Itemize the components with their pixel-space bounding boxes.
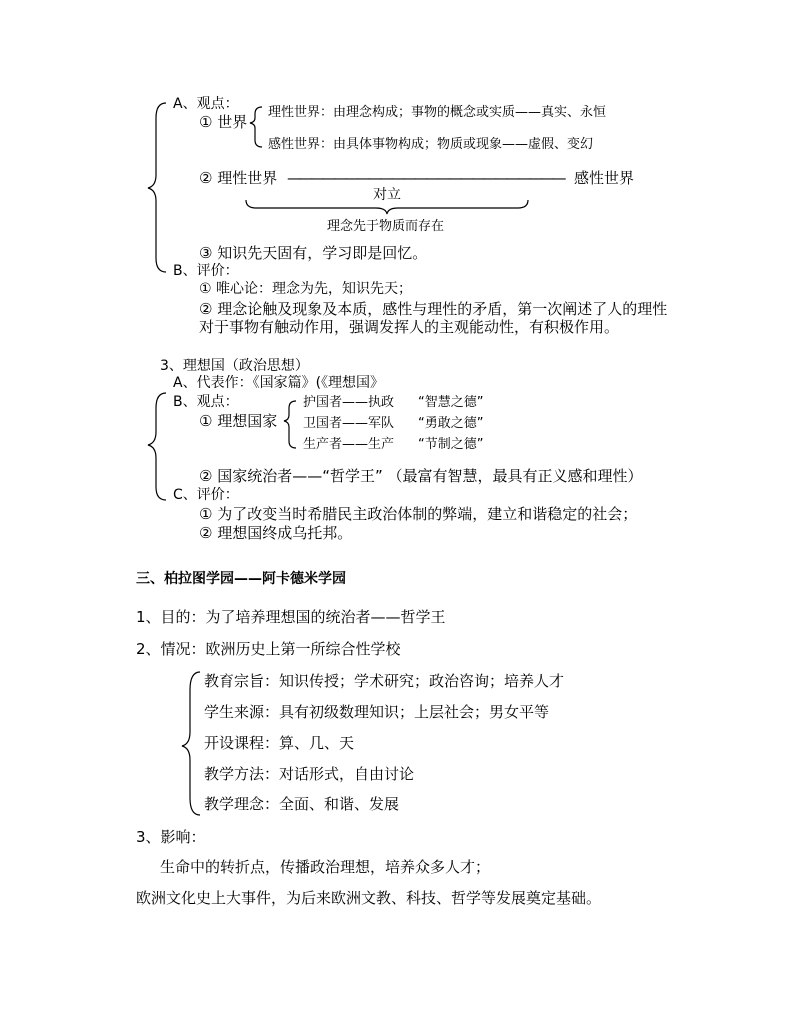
evaluation-label: B、评价： — [173, 263, 239, 279]
class-virtue-2: “勇敢之德” — [418, 416, 484, 431]
academy-detail-4: 教学方法：对话形式，自由讨论 — [204, 765, 415, 783]
ideal-state-brace — [284, 401, 296, 448]
academy-brace — [182, 672, 200, 815]
left-brace-part1 — [148, 103, 166, 272]
influence-line-2: 欧洲文化史上大事件，为后来欧洲文教、科技、哲学等发展奠定基础。 — [136, 889, 602, 907]
evaluation-item-4: ② 理想国终成乌托邦。 — [199, 524, 353, 542]
class-role-2: 卫国者——军队 — [303, 416, 395, 431]
world-label: ① 世界 — [199, 113, 248, 131]
evaluation-item-2-line1: ② 理念论触及现象及本质，感性与理性的矛盾，第一次阐述了人的理性 — [199, 300, 668, 318]
evaluation-item-2-line2: 对于事物有触动作用，强调发挥人的主观能动性，有积极作用。 — [199, 318, 620, 336]
class-role-3: 生产者——生产 — [303, 437, 395, 452]
ideal-state-heading: 3、理想国（政治思想） — [160, 358, 309, 374]
academy-purpose: 1、目的：为了培养理想国的统治者——哲学王 — [136, 608, 446, 626]
rational-world-text: 理性世界：由理念构成；事物的概念或实质——真实、永恒 — [268, 105, 607, 120]
innate-knowledge-text: ③ 知识先天固有，学习即是回忆。 — [199, 244, 428, 262]
left-brace-part2 — [148, 393, 166, 500]
academy-detail-5: 教学理念：全面、和谐、发展 — [204, 795, 400, 813]
world-brace — [250, 107, 262, 147]
academy-detail-2: 学生来源：具有初级数理知识；上层社会；男女平等 — [204, 703, 550, 721]
ideal-state-label: ① 理想国家 — [199, 412, 278, 430]
idea-first-text: 理念先于物质而存在 — [327, 219, 445, 234]
influence-label: 3、影响： — [136, 828, 206, 846]
academy-detail-3: 开设课程：算、几、天 — [204, 734, 355, 752]
view-label-2: B、观点： — [173, 394, 239, 410]
evaluation-item-3: ① 为了改变当时希腊民主政治体制的弊端，建立和谐稳定的社会； — [199, 505, 638, 523]
opposition-right: 感性世界 — [574, 169, 635, 187]
opposition-label: 对立 — [373, 187, 401, 203]
ruler-text: ② 国家统治者——“哲学王” （最富有智慧，最具有正义感和理性） — [199, 467, 643, 485]
class-role-1: 护国者——执政 — [303, 395, 395, 410]
academy-heading: 三、柏拉图学园——阿卡德米学园 — [136, 571, 346, 587]
opposition-left: ② 理性世界 — [199, 169, 278, 187]
class-virtue-3: “节制之德” — [418, 437, 484, 452]
class-virtue-1: “智慧之德” — [418, 395, 484, 410]
academy-situation: 2、情况：欧洲历史上第一所综合性学校 — [136, 640, 401, 658]
evaluation-label-2: C、评价： — [173, 487, 239, 503]
opposition-line: ———————————————————————— — [287, 169, 563, 187]
works-label: A、代表作：《国家篇》(《理想国》 — [173, 375, 385, 391]
influence-line-1: 生命中的转折点，传播政治理想，培养众多人才； — [160, 858, 491, 876]
evaluation-item-1: ① 唯心论：理念为先，知识先天； — [199, 281, 413, 297]
sensible-world-text: 感性世界：由具体事物构成；物质或现象——虚假、变幻 — [268, 137, 594, 152]
view-label: A、观点： — [173, 96, 239, 112]
academy-detail-1: 教育宗旨：知识传授；学术研究；政治咨询；培养人才 — [204, 672, 565, 690]
